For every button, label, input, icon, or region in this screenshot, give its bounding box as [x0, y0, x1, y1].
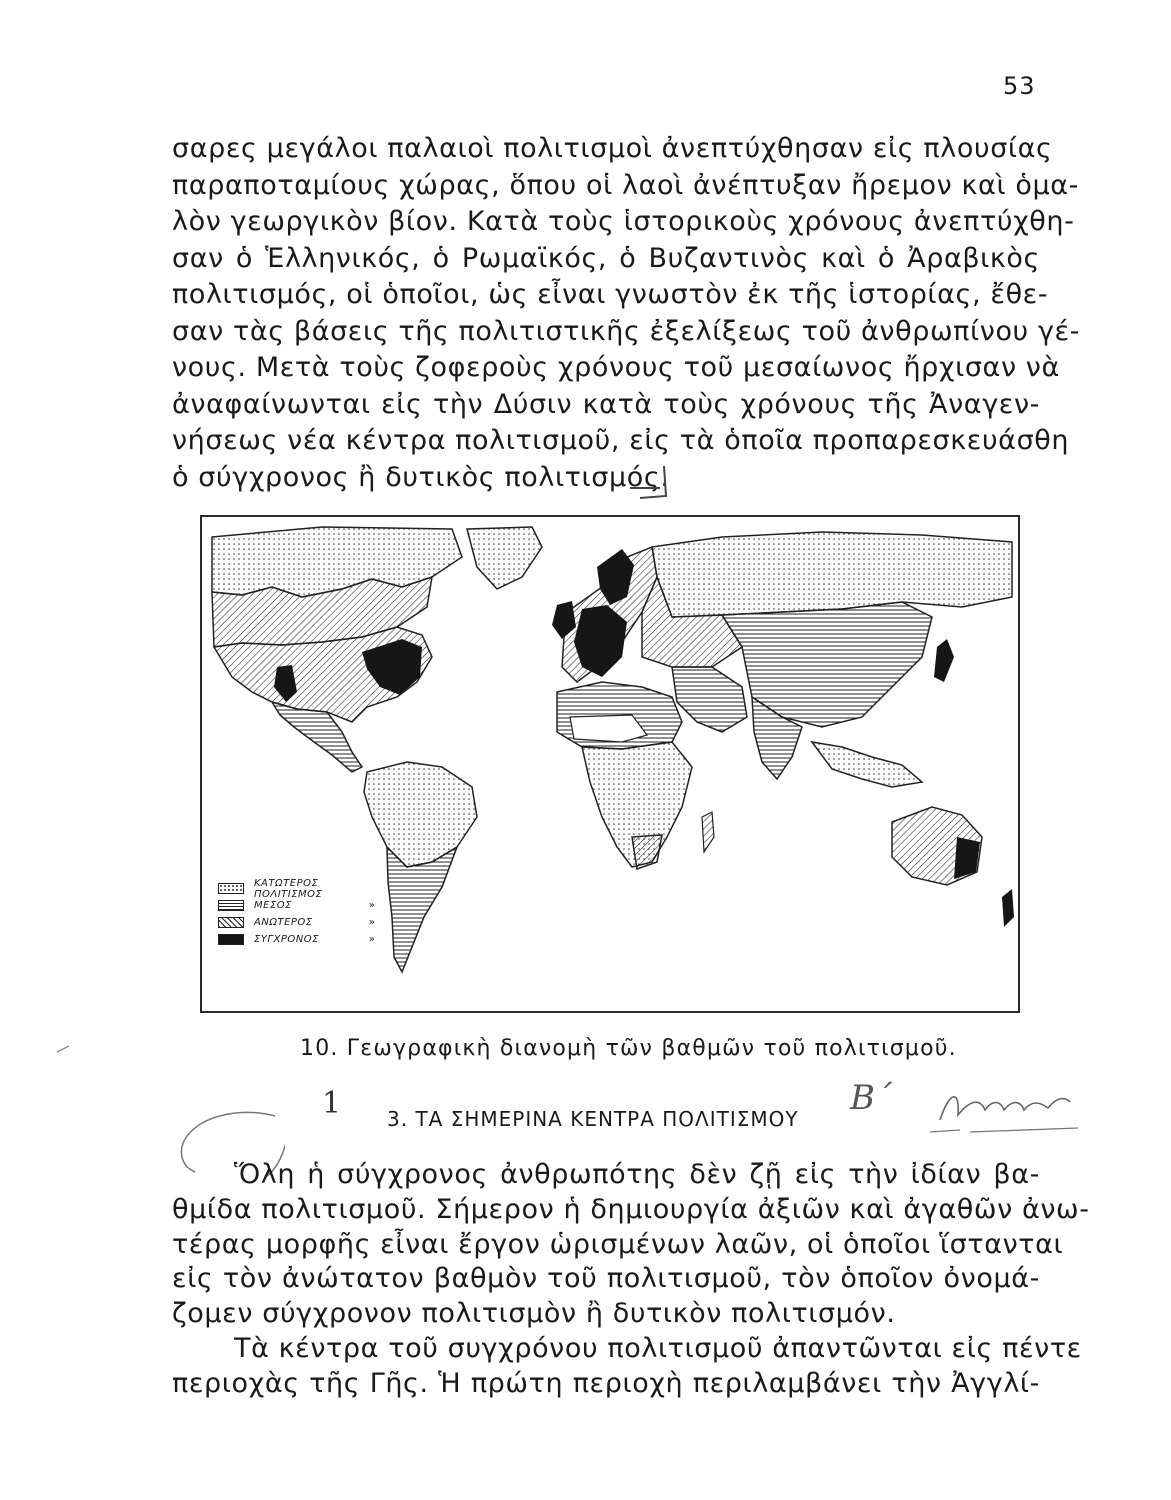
text-line: λὸν γεωργικὸν βίον. Κατὰ τοὺς ἱστορικοὺς χρόνους ἀνεπτύχθη-: [172, 206, 1075, 237]
legend-ditto: »: [368, 900, 376, 911]
region-greenland: [467, 527, 542, 589]
paragraph-intro: [172, 131, 1081, 496]
text-line: νήσεως νέα κέντρα πολιτισμοῦ, εἰς τὰ ὁποῖα προπαρεσκευάσθη: [172, 425, 1070, 456]
text-line: σαρες μεγάλοι παλαιοὶ πολιτισμοὶ ἀνεπτύχθησαν εἰς πλουσίας: [172, 133, 1053, 164]
text-line: ζομεν σύγχρονον πολιτισμὸν ἢ δυτικὸν πολιτισμόν.: [172, 1298, 896, 1330]
region-south-america-north: [364, 762, 477, 867]
legend-row-middle: [218, 897, 382, 914]
text-line: ἀναφαίνωνται εἰς τὴν Δύσιν κατὰ τοὺς χρόνους τῆς Ἀναγεν-: [172, 388, 1040, 420]
text-line: θμίδα πολιτισμοῦ. Σήμερον ἡ δημιουργία ἀξιῶν καὶ ἀγαθῶν ἀνω-: [172, 1193, 1090, 1225]
region-southeast-asia-islands: [812, 742, 922, 787]
region-new-zealand: [1002, 889, 1014, 927]
handwritten-annotation: Β΄: [850, 1078, 892, 1118]
stray-pencil-mark: [55, 1040, 75, 1060]
text-line: σαν ὁ Ἑλληνικός, ὁ Ρωμαϊκός, ὁ Βυζαντινὸς καὶ ὁ Ἀραβικὸς: [172, 242, 1040, 274]
page-number: 53: [1003, 72, 1036, 100]
legend-row-lower: [218, 877, 382, 900]
region-south-america-south: [387, 847, 457, 972]
text-line: ὁ σύγχρονος ἢ δυτικὸς πολιτισμός.: [172, 461, 670, 493]
legend-label: ΣΥΓΧΡΟΝΟΣ: [254, 934, 319, 945]
legend-label: ΑΝΩΤΕΡΟΣ: [254, 917, 313, 928]
region-siberia: [652, 532, 1012, 617]
legend-swatch-upper: [218, 917, 244, 928]
region-madagascar: [702, 812, 714, 852]
legend-swatch-modern: [218, 934, 244, 945]
legend-ditto: »: [368, 917, 376, 928]
legend-label: ΚΑΤΩΤΕΡΟΣ ΠΟΛΙΤΙΣΜΟΣ: [254, 877, 323, 900]
text-line: Ὅλη ἡ σύγχρονος ἀνθρωπότης δὲν ζῇ εἰς τὴν ἰδίαν βα-: [234, 1159, 1040, 1190]
region-sahara: [570, 715, 647, 742]
legend-swatch-middle: [218, 900, 244, 911]
figure-caption: 10. Γεωγραφικὴ διανομὴ τῶν βαθμῶν τοῦ πολιτισμοῦ.: [300, 1036, 957, 1061]
handwritten-scrawl: [930, 1080, 1080, 1140]
legend-ditto: »: [368, 934, 376, 945]
legend-label: ΜΕΣΟΣ: [254, 900, 292, 911]
legend-swatch-lower: [218, 883, 244, 894]
text-line: νους. Μετὰ τοὺς ζοφεροὺς χρόνους τοῦ μεσαίωνος ἤρχισαν νὰ: [172, 352, 1060, 383]
section-title: 3. ΤΑ ΣΗΜΕΡΙΝΑ ΚΕΝΤΡΑ ΠΟΛΙΤΙΣΜΟΥ: [387, 1107, 799, 1131]
text-line: πολιτισμός, οἱ ὁποῖοι, ὡς εἶναι γνωστὸν ἐκ τῆς ἱστορίας, ἔθε-: [172, 279, 1049, 310]
paragraph-modern-centers: [172, 1158, 1090, 1402]
handwritten-margin-number: 1: [322, 1086, 342, 1121]
region-western-europe-modern: [574, 605, 627, 677]
text-line: περιοχὰς τῆς Γῆς. Ἡ πρώτη περιοχὴ περιλαμβάνει τὴν Ἀγγλί-: [172, 1367, 1040, 1399]
text-line: παραποταμίους χώρας, ὅπου οἱ λαοὶ ἀνέπτυξαν ἤρεμον καὶ ὁμα-: [172, 169, 1080, 201]
map-legend: [218, 877, 382, 948]
legend-row-upper: [218, 914, 382, 931]
region-japan: [934, 639, 954, 682]
text-line: εἰς τὸν ἀνώτατον βαθμὸν τοῦ πολιτισμοῦ, τὸν ὁποῖον ὀνομά-: [172, 1263, 1040, 1295]
text-line: Τὰ κέντρα τοῦ συγχρόνου πολιτισμοῦ ἀπαντῶνται εἰς πέντε: [234, 1332, 1082, 1364]
region-middle-east: [672, 667, 747, 732]
text-line: τέρας μορφῆς εἶναι ἔργον ὡρισμένων λαῶν, οἱ ὁποῖοι ἵστανται: [172, 1228, 1064, 1260]
region-south-africa: [632, 835, 662, 869]
handwritten-bracket-mark: [620, 462, 680, 502]
text-line: σαν τὰς βάσεις τῆς πολιτιστικῆς ἐξελίξεως τοῦ ἀνθρωπίνου γέ-: [172, 315, 1081, 347]
legend-row-modern: [218, 931, 382, 948]
